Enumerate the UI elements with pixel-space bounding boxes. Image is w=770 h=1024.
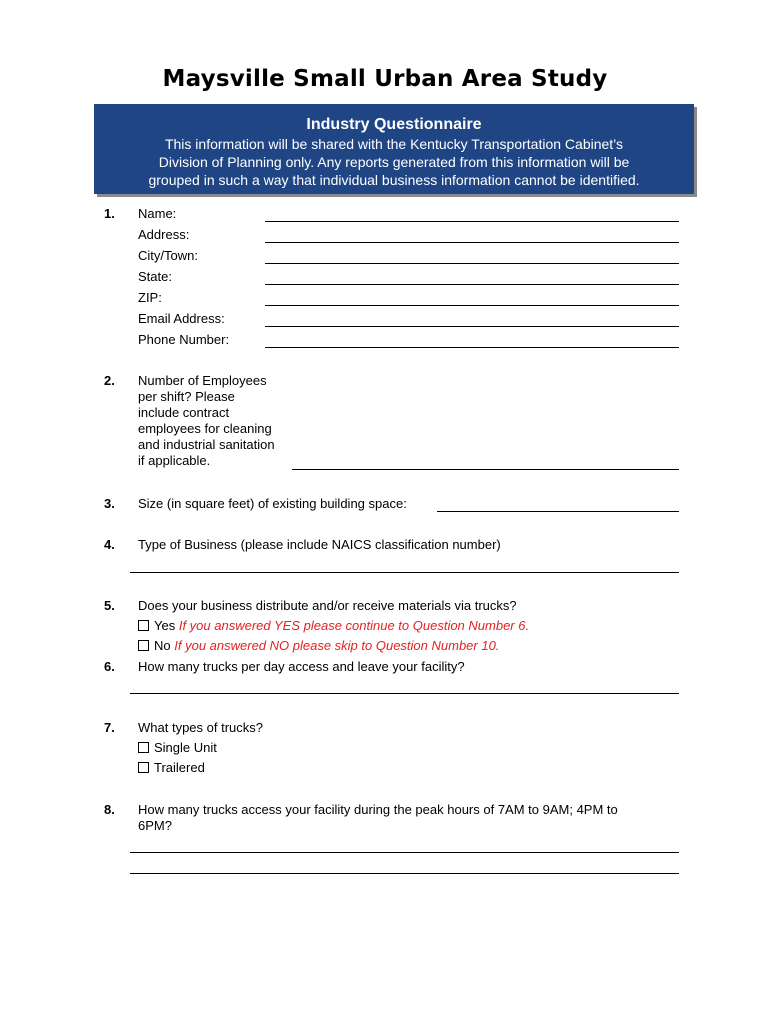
no-checkbox[interactable]: [138, 640, 149, 651]
question-text-line: include contract: [138, 405, 230, 420]
question-number: 2.: [104, 373, 115, 388]
address-field[interactable]: [265, 242, 679, 243]
question-number: 3.: [104, 496, 115, 511]
yes-note: If you answered YES please continue to Question Number 6.: [178, 618, 530, 633]
trailered-checkbox[interactable]: [138, 762, 149, 773]
question-number: 4.: [104, 537, 115, 552]
question-text: [138, 373, 298, 469]
field-label-address: Address:: [138, 227, 190, 242]
trailered-option: [138, 760, 205, 776]
question-text: What types of trucks?: [138, 720, 263, 735]
single-unit-checkbox[interactable]: [138, 742, 149, 753]
yes-option: [138, 618, 529, 634]
field-label-name: Name:: [138, 206, 177, 221]
name-field[interactable]: [265, 221, 679, 222]
question-text-line: employees for cleaning: [138, 421, 272, 436]
peak-trucks-field[interactable]: [130, 852, 679, 853]
option-label: Trailered: [154, 760, 205, 775]
question-text: How many trucks per day access and leave your facility?: [138, 659, 465, 674]
trucks-per-day-field[interactable]: [130, 693, 679, 694]
question-number: 1.: [104, 206, 115, 221]
question-text: Does your business distribute and/or receive materials via trucks?: [138, 598, 517, 613]
option-label: Single Unit: [154, 740, 217, 755]
question-text-line: per shift? Please: [138, 389, 235, 404]
banner-line: This information will be shared with the Kentucky Transportation Cabinet’s: [164, 136, 624, 152]
building-size-field[interactable]: [437, 511, 679, 512]
question-text: Type of Business (please include NAICS classification number): [138, 537, 501, 552]
zip-field[interactable]: [265, 305, 679, 306]
field-label-phone: Phone Number:: [138, 332, 230, 347]
yes-label: Yes: [154, 618, 176, 633]
question-text-line: How many trucks access your facility during the peak hours of 7AM to 9AM; 4PM to: [138, 802, 618, 817]
field-label-email: Email Address:: [138, 311, 225, 326]
page-title: Maysville Small Urban Area Study: [162, 66, 608, 92]
question-text-line: Number of Employees: [138, 373, 267, 388]
banner-line: Division of Planning only. Any reports generated from this information will be: [158, 154, 630, 170]
field-label-zip: ZIP:: [138, 290, 162, 305]
field-label-state: State:: [138, 269, 172, 284]
peak-trucks-field-2[interactable]: [130, 873, 679, 874]
email-field[interactable]: [265, 326, 679, 327]
question-text-line: if applicable.: [138, 453, 211, 468]
question-text: Size (in square feet) of existing building space:: [138, 496, 407, 511]
question-text: [138, 802, 683, 834]
phone-field[interactable]: [265, 347, 679, 348]
state-field[interactable]: [265, 284, 679, 285]
no-label: No: [154, 638, 171, 653]
question-number: 7.: [104, 720, 115, 735]
question-text-line: 6PM?: [138, 818, 172, 833]
question-text-line: and industrial sanitation: [138, 437, 275, 452]
single-unit-option: [138, 740, 217, 756]
employees-field[interactable]: [292, 469, 679, 470]
no-note: If you answered NO please skip to Question Number 10.: [174, 638, 500, 653]
question-number: 5.: [104, 598, 115, 613]
yes-checkbox[interactable]: [138, 620, 149, 631]
banner-title: Industry Questionnaire: [306, 116, 482, 133]
business-type-field[interactable]: [130, 572, 679, 573]
question-number: 6.: [104, 659, 115, 674]
no-option: [138, 638, 499, 654]
info-banner: [94, 104, 694, 194]
banner-line: grouped in such a way that individual business information cannot be identified.: [148, 172, 640, 188]
city-field[interactable]: [265, 263, 679, 264]
field-label-city: City/Town:: [138, 248, 198, 263]
question-number: 8.: [104, 802, 115, 817]
